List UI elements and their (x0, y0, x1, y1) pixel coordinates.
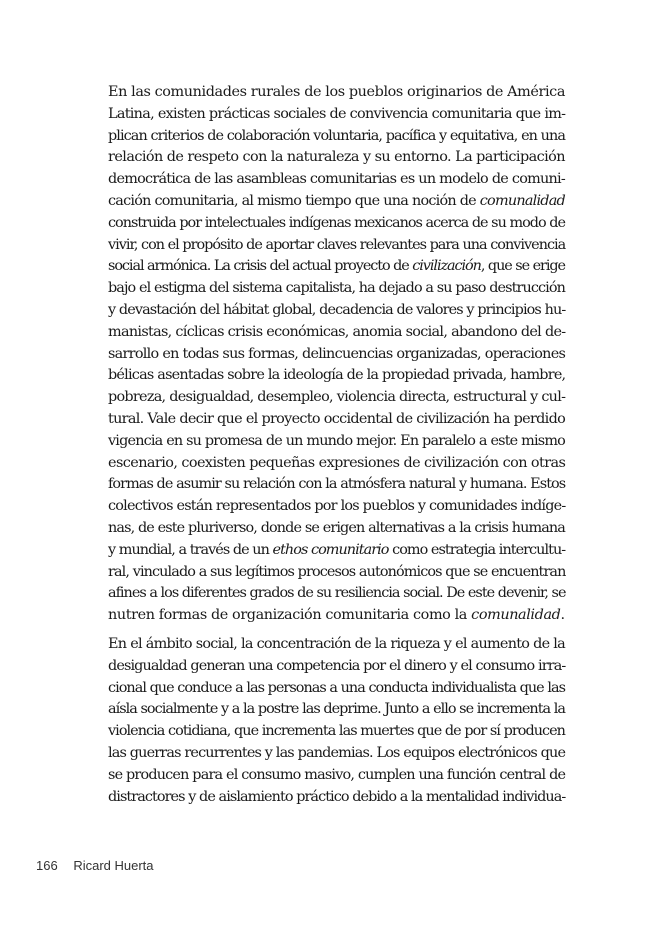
text-run: , que se erige (480, 258, 565, 275)
text-run: afines a los diferentes grados de su resiliencia social. De este devenir, se (108, 585, 566, 602)
text-line (88, 344, 565, 366)
text-run: se producen para el consumo masivo, cumplen una función central de (108, 766, 566, 783)
text-line (88, 387, 565, 409)
text-run: En las comunidades rurales de los pueblos originarios de América (108, 84, 566, 100)
italic-term: comunalidad (471, 607, 561, 624)
text-run: manistas, cíclicas crisis económicas, anomia social, abandono del de- (108, 323, 566, 340)
italic-term: comunalidad (479, 192, 565, 209)
text-run: formas de asumir su relación con la atmósfera natural y humana. Estos (108, 476, 566, 493)
page-number: 166 (36, 858, 58, 873)
text-line (88, 583, 565, 605)
text-run: bélicas asentadas sobre la ideología de la propiedad privada, hambre, (108, 367, 566, 384)
text-line (88, 278, 565, 300)
text-line (88, 656, 565, 678)
text-run: vigencia en su promesa de un mundo mejor. En paralelo a este mismo (108, 432, 565, 449)
text-run: En el ámbito social, la concentración de la riqueza y el aumento de la (108, 635, 565, 652)
body-text (88, 82, 565, 808)
text-line (88, 126, 565, 148)
running-footer-author: Ricard Huerta (73, 858, 154, 873)
text-line (88, 104, 565, 126)
text-line (88, 365, 565, 387)
text-line (88, 82, 565, 104)
text-run: las guerras recurrentes y las pandemias. Los equipos electrónicos que (108, 744, 566, 761)
text-run: Latina, existen prácticas sociales de convivencia comunitaria que im- (108, 105, 566, 122)
italic-term: civilización (412, 258, 481, 275)
text-run: nas, de este pluriverso, donde se erigen alternativas a la crisis humana (108, 519, 565, 536)
text-run: construida por intelectuales indígenas mexicanos acerca de su modo de (108, 214, 565, 231)
text-run: colectivos están representados por los pueblos y comunidades indíge- (108, 498, 566, 515)
italic-term: ethos comunitario (272, 541, 389, 558)
text-line (88, 787, 565, 809)
text-run: bajo el estigma del sistema capitalista, ha dejado a su paso destrucción (108, 280, 565, 297)
text-line (88, 634, 565, 656)
text-line (88, 431, 565, 453)
paragraph (88, 82, 565, 627)
text-line (88, 562, 565, 584)
text-run: tural. Vale decir que el proyecto occidental de civilización ha perdido (108, 410, 566, 427)
text-line (88, 300, 565, 322)
text-run: cación comunitaria, al mismo tiempo que una noción de (108, 192, 480, 209)
text-line (88, 235, 565, 257)
text-line (88, 496, 565, 518)
text-line (88, 678, 565, 700)
text-run: y devastación del hábitat global, decadencia de valores y principios hu- (108, 301, 566, 318)
text-run: democrática de las asambleas comunitarias es un modelo de comuni- (108, 171, 565, 188)
text-line (88, 474, 565, 496)
text-line (88, 605, 565, 627)
text-run: pobreza, desigualdad, desempleo, violencia directa, estructural y cul- (108, 389, 566, 406)
text-run: violencia cotidiana, que incrementa las muertes que de por sí producen (108, 723, 565, 740)
text-line (88, 147, 565, 169)
text-line (88, 256, 565, 278)
text-line (88, 191, 565, 213)
text-line (88, 169, 565, 191)
text-line (88, 540, 565, 562)
text-run: como estrategia intercultu- (388, 541, 566, 558)
text-line (88, 453, 565, 475)
text-run: . (560, 607, 565, 624)
text-line (88, 409, 565, 431)
text-run: distractores y de aislamiento práctico debido a la mentalidad individua- (108, 788, 566, 805)
text-run: ral, vinculado a sus legítimos procesos autonómicos que se encuentran (108, 563, 566, 580)
paragraph (88, 634, 565, 808)
text-run: relación de respeto con la naturaleza y su entorno. La participación (108, 149, 565, 166)
text-line (88, 721, 565, 743)
text-line (88, 213, 565, 235)
text-run: desigualdad generan una competencia por el dinero y el consumo irra- (108, 657, 566, 674)
text-line (88, 743, 565, 765)
text-run: social armónica. La crisis del actual proyecto de (108, 258, 413, 275)
text-line (88, 518, 565, 540)
page-footer (36, 858, 154, 873)
text-run: aísla socialmente y a la postre las deprime. Junto a ello se incrementa la (108, 701, 565, 718)
text-run: plican criterios de colaboración voluntaria, pacífica y equitativa, en una (108, 127, 566, 144)
text-run: sarrollo en todas sus formas, delincuencias organizadas, operaciones (108, 345, 566, 362)
text-run: nutren formas de organización comunitaria como la (108, 607, 472, 624)
text-run: escenario, coexisten pequeñas expresiones de civilización con otras (108, 454, 566, 471)
text-line (88, 765, 565, 787)
text-run: y mundial, a través de un (108, 541, 273, 558)
text-line (88, 322, 565, 344)
text-run: vivir, con el propósito de aportar claves relevantes para una convivencia (108, 236, 566, 253)
text-run: cional que conduce a las personas a una conducta individualista que las (108, 679, 565, 696)
text-line (88, 699, 565, 721)
